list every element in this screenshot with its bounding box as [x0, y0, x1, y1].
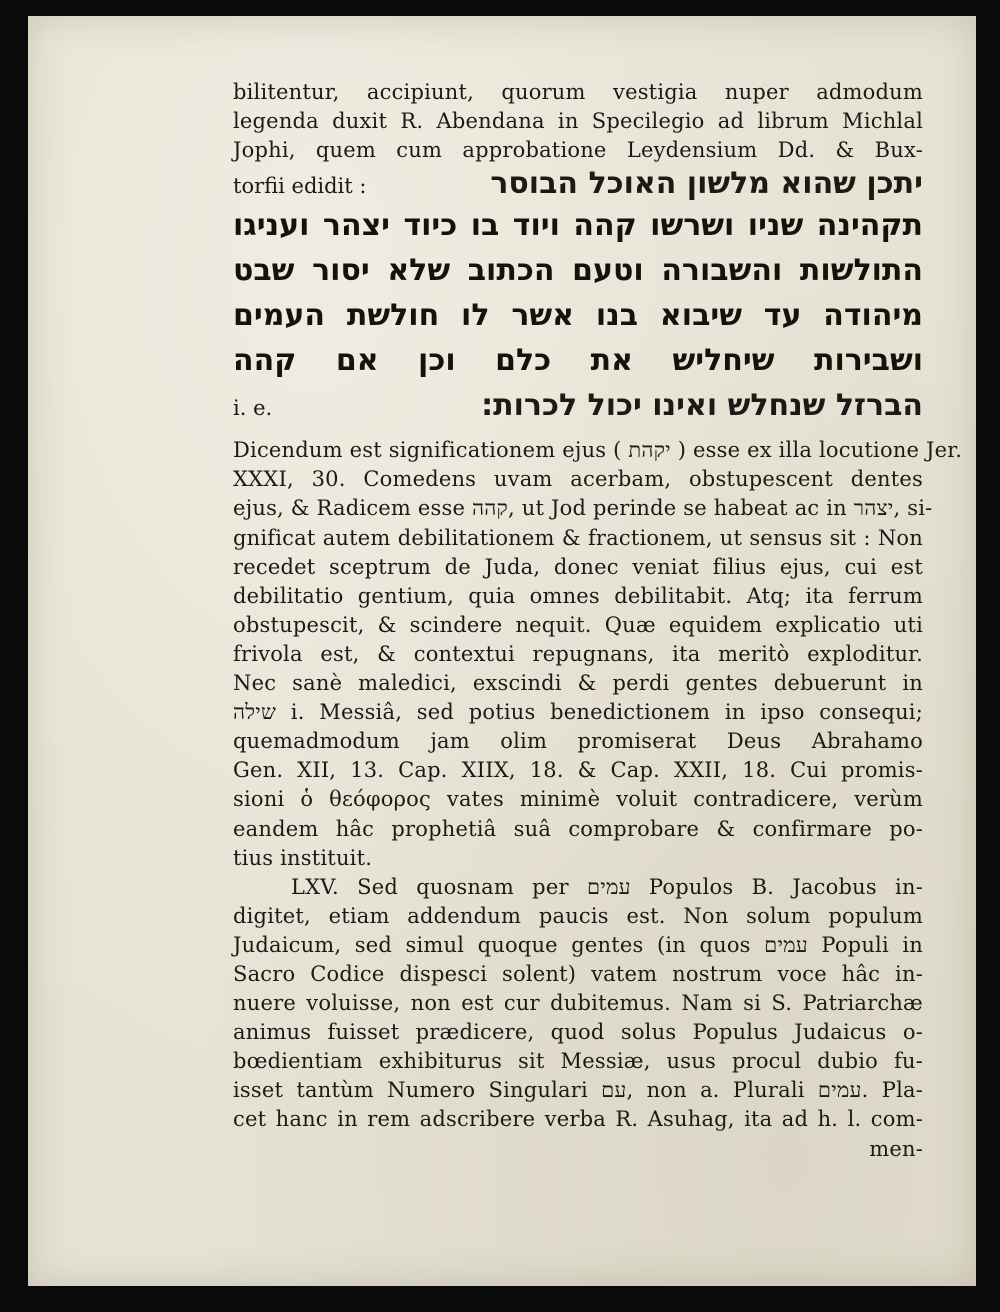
- text-line: bœdientiam exhibiturus sit Messiæ, usus procul dubio fu-: [233, 1049, 923, 1074]
- text-line: obstupescit, & scindere nequit. Quæ equidem explicatio uti: [233, 612, 923, 637]
- section-heading-line: LXV. Sed quosnam per עמים Populos B. Jacobus in-: [291, 874, 923, 899]
- text-line: quemadmodum jam olim promiserat Deus Abrahamo: [233, 729, 923, 754]
- text-line: recedet sceptrum de Juda, donec veniat filius ejus, cui est: [233, 554, 923, 579]
- text-line: Gen. XII, 13. Cap. XIIX, 18. & Cap. XXII, 18. Cui promis-: [233, 758, 923, 783]
- text-line: שילה i. Messiâ, sed potius benedictionem in ipso consequi;: [233, 700, 923, 725]
- text-line: Jophi, quem cum approbatione Leydensium Dd. & Bux-: [233, 138, 923, 163]
- mixed-line: [233, 383, 923, 428]
- book-page: [28, 16, 976, 1286]
- text-line: cet hanc in rem adscribere verba R. Asuhag, ita ad h. l. com-: [233, 1107, 923, 1132]
- hebrew-fragment: הברזל שנחלש ואינו יכול לכרות:: [481, 388, 923, 424]
- text-line: sioni ὁ θεόφορος vates minimè voluit contradicere, verùm: [233, 787, 923, 812]
- text-line: nuere voluisse, non est cur dubitemus. Nam si S. Patriarchæ: [233, 991, 923, 1016]
- text-line: ejus, & Radicem esse קהה, ut Jod perinde se habeat ac in יצהר, si-: [233, 496, 933, 521]
- latin-fragment: torfii edidit :: [233, 174, 367, 199]
- text-line: frivola est, & contextui repugnans, ita meritò exploditur.: [233, 641, 923, 666]
- text-line: gnificat autem debilitationem & fractionem, ut sensus sit : Non: [233, 525, 923, 550]
- text-line: animus fuisset prædicere, quod solus Populus Judaicus o-: [233, 1020, 923, 1045]
- hebrew-fragment: יתכן שהוא מלשון האוכל הבוסר: [490, 166, 923, 202]
- text-line: bilitentur, accipiunt, quorum vestigia nuper admodum: [233, 80, 923, 104]
- spacer: [233, 428, 923, 436]
- text-line: XXXI, 30. Comedens uvam acerbam, obstupescent dentes: [233, 467, 923, 492]
- hebrew-line: תקהינה שניו ושרשו קהה ויוד בו כיוד יצהר ועניגו: [233, 208, 923, 244]
- text-line: Judaicum, sed simul quoque gentes (in quos עמים Populi in: [233, 932, 923, 957]
- latin-fragment: i. e.: [233, 396, 273, 421]
- catchword: men-: [869, 1136, 923, 1161]
- text-line: Nec sanè maledici, exscindi & perdi gentes debuerunt in: [233, 671, 923, 696]
- text-line: digitet, etiam addendum paucis est. Non solum populum: [233, 903, 923, 928]
- text-line: Sacro Codice dispesci solent) vatem nostrum voce hâc in-: [233, 961, 923, 986]
- text-line: debilitatio gentium, quia omnes debilitabit. Atq; ita ferrum: [233, 583, 923, 608]
- text-line: eandem hâc prophetiâ suâ comprobare & confirmare po-: [233, 816, 923, 841]
- mixed-line: [233, 165, 923, 203]
- hebrew-line: מיהודה עד שיבוא בנו אשר לו חולשת העמים: [233, 298, 923, 334]
- text-line: Dicendum est significationem ejus ( יקהת ) esse ex illa locutione Jer.: [233, 438, 963, 463]
- text-line: legenda duxit R. Abendana in Specilegio ad librum Michlal: [233, 109, 923, 134]
- page-text: [233, 78, 963, 1164]
- hebrew-line: התולשות והשבורה וטעם הכתוב שלא יסור שבט: [233, 253, 923, 289]
- hebrew-line: ושבירות שיחליש את כלם וכן אם קהה: [233, 343, 923, 379]
- text-line: isset tantùm Numero Singulari עם, non a. Plurali עמים. Pla-: [233, 1078, 923, 1103]
- text-line: tius instituit.: [233, 845, 373, 870]
